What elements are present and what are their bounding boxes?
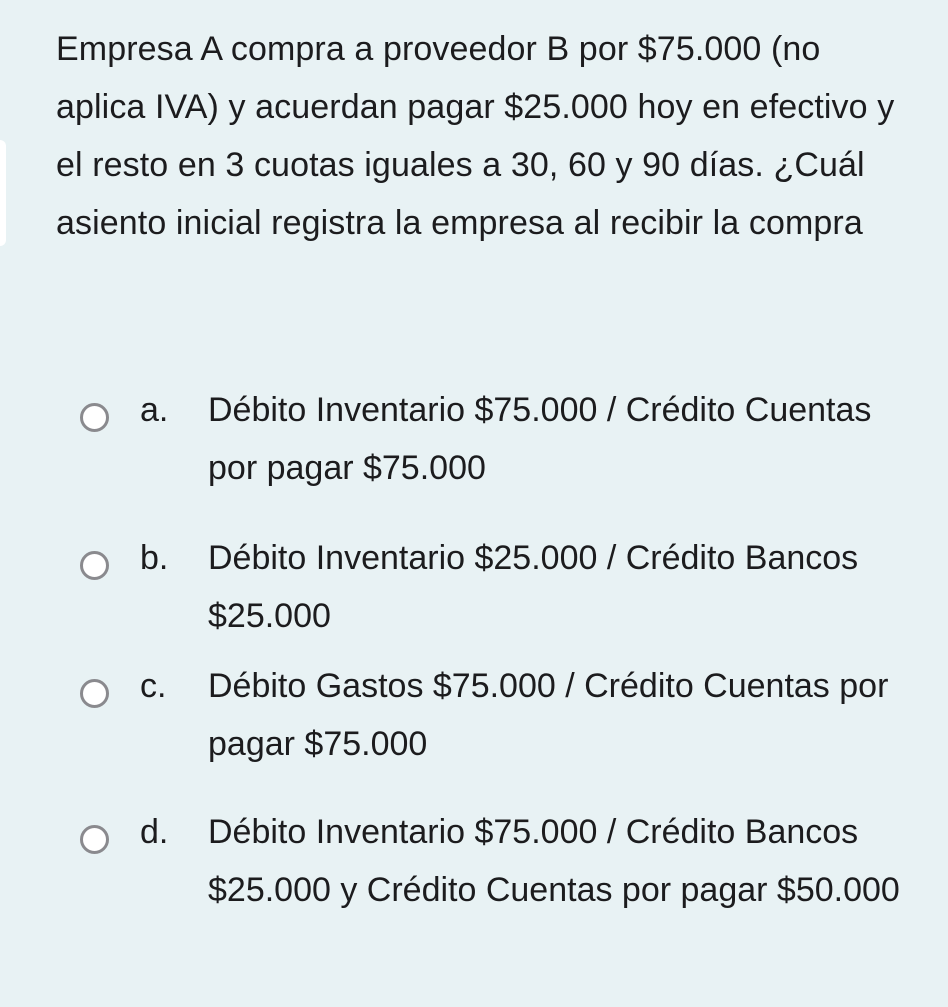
radio-icon[interactable] bbox=[80, 403, 109, 432]
radio-icon[interactable] bbox=[80, 825, 109, 854]
option-text: Débito Inventario $25.000 / Crédito Bancos $25.000 bbox=[208, 539, 859, 635]
option-text: Débito Inventario $75.000 / Crédito Bancos $25.000 y Crédito Cuentas por pagar $50.000 bbox=[208, 813, 900, 909]
radio-icon[interactable] bbox=[80, 551, 109, 580]
question-text: Empresa A compra a proveedor B por $75.000 (no aplica IVA) y acuerdan pagar $25.000 hoy en efectivo y el resto en 3 cuotas iguales a 30, 60 y 90 días. ¿Cuál asiento inicial registra la empresa al recibir la compra bbox=[56, 30, 895, 242]
option-letter: d. bbox=[140, 813, 169, 851]
option-letter: c. bbox=[140, 667, 167, 705]
side-panel-tab[interactable] bbox=[0, 140, 6, 246]
option-text: Débito Inventario $75.000 / Crédito Cuentas por pagar $75.000 bbox=[208, 391, 872, 487]
option-letter: a. bbox=[140, 391, 169, 429]
option-text: Débito Gastos $75.000 / Crédito Cuentas por pagar $75.000 bbox=[208, 667, 889, 763]
option-letter: b. bbox=[140, 539, 169, 577]
radio-icon[interactable] bbox=[80, 679, 109, 708]
